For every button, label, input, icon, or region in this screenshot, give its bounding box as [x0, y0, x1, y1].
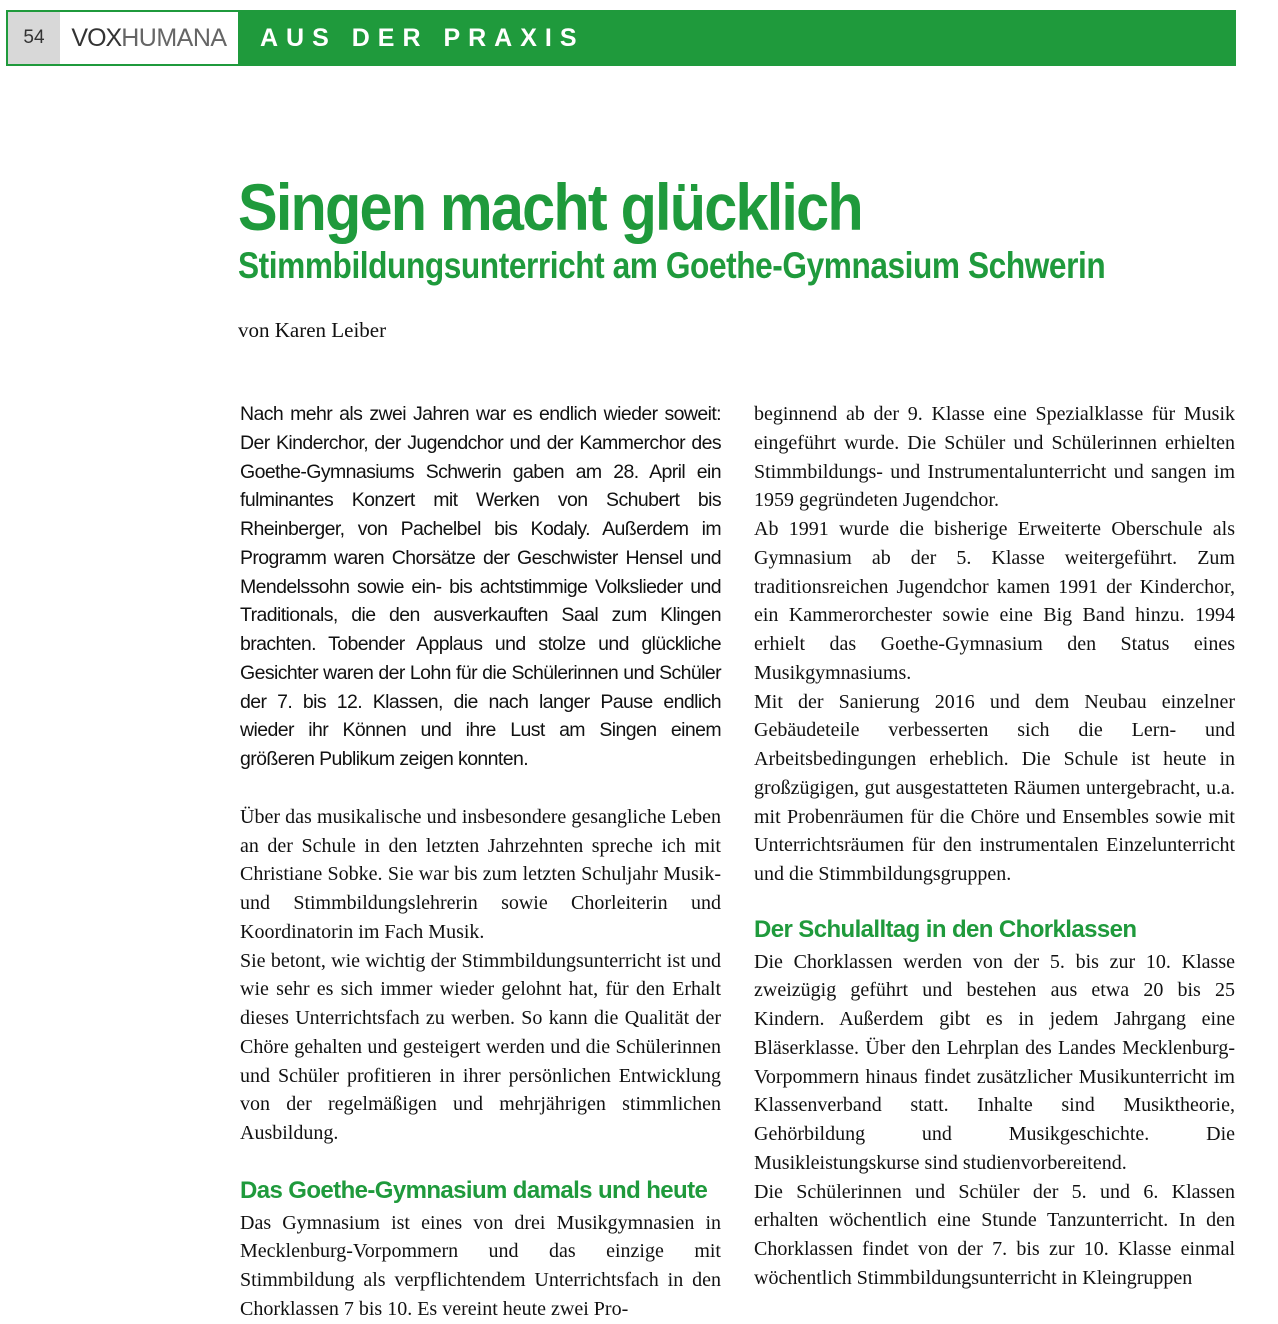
right-column — [754, 400, 1235, 1293]
body-paragraph: Sie betont, wie wichtig der Stimmbildungsunterricht ist und wie sehr es sich immer wieder gelohnt hat, für den Erhalt dieses Unterrichtsfach zu werben. So kann die Qualität der Chöre gehalten und gesteigert werden und die Schülerinnen und Schüler profitieren in ihrer persönlichen Entwicklung von der regelmäßigen und mehrjährigen stimmlichen Ausbildung. — [240, 949, 721, 1144]
section-label: AUS DER PRAXIS — [260, 24, 585, 52]
left-column — [240, 400, 721, 1324]
logo-humana: HUMANA — [121, 24, 227, 52]
lead-paragraph: Nach mehr als zwei Jahren war es endlich wieder soweit: Der Kinderchor, der Jugendchor und der Kammerchor des Goethe-Gymnasiums Schwerin gaben am 28. April ein fulminantes Konzert mit Werken von Schubert bis Rheinberger, von Pachelbel bis Kodaly. Außerdem im Programm waren Chorsätze der Geschwister Hensel und Mendelssohn sowie ein- bis achtstimmige Volkslieder und Traditionals, die den ausverkauften Saal zum Klingen brachten. Tobender Applaus und stolze und glückliche Gesichter waren der Lohn für die Schülerinnen und Schüler der 7. bis 12. Klassen, die nach langer Pause endlich wieder ihr Können und ihre Lust am Singen einem größeren Publikum zeigen konnten. — [240, 403, 721, 770]
magazine-logo — [60, 12, 238, 64]
body-paragraph: Ab 1991 wurde die bisherige Erweiterte Oberschule als Gymnasium ab der 5. Klasse weitergeführt. Zum traditionsreichen Jugendchor kamen 1991 der Kinderchor, ein Kammerorchester sowie eine Big Band hinzu. 1994 erhielt das Goethe-Gymnasium den Status eines Musikgymnasiums. — [754, 518, 1235, 684]
body-paragraph: Das Gymnasium ist eines von drei Musikgymnasien in Mecklenburg-Vorpommern und das einzige mit Stimmbildung als verpflichtendem Unterrichtsfach in den Chorklassen 7 bis 10. Es vereint heute zwei Pro- — [240, 1211, 721, 1320]
section-heading-history: Das Goethe-Gymnasium damals und heute — [240, 1176, 708, 1204]
body-paragraph: Über das musikalische und insbesondere gesangliche Leben an der Schule in den letzten Jahrzehnten spreche ich mit Christiane Sobke. Sie war bis zum letzten Schuljahr Musik- und Stimmbildungslehrerin sowie Chorleiterin und Koordinatorin im Fach Musik. — [240, 805, 721, 943]
logo-vox: VOX — [71, 24, 122, 52]
paragraph-gap — [240, 774, 721, 803]
article-subtitle: Stimmbildungsunterricht am Goethe-Gymnasium Schwerin — [238, 245, 1106, 286]
body-paragraph: Mit der Sanierung 2016 und dem Neubau einzelner Gebäudeteile verbesserten sich die Lern- und Arbeitsbedingungen erheblich. Die Schule ist heute in großzügigen, gut ausgestatteten Räumen untergebracht, u.a. mit Probenräumen für die Chöre und Ensembles sowie mit Unterrichtsräumen für den instrumentalen Einzelunterricht und die Stimmbildungsgruppen. — [754, 690, 1235, 885]
page-number: 54 — [6, 10, 60, 66]
body-paragraph: beginnend ab der 9. Klasse eine Spezialklasse für Musik eingeführt wurde. Die Schüler und Schülerinnen erhielten Stimmbildungs- und Instrumentalunterricht und sangen im 1959 gegründeten Jugendchor. — [754, 403, 1235, 512]
body-paragraph: Die Chorklassen werden von der 5. bis zur 10. Klasse zweizügig geführt und bestehen aus etwa 20 bis 25 Kindern. Außerdem gibt es in jedem Jahrgang eine Bläserklasse. Über den Lehrplan des Landes Mecklenburg-Vorpommern hinaus findet zusätzlicher Musikunterricht im Klassenverband statt. Inhalte sind Musiktheorie, Gehörbildung und Musikgeschichte. Die Musikleistungskurse sind studienvorbereitend. — [754, 950, 1235, 1174]
article-author: von Karen Leiber — [238, 318, 387, 342]
body-paragraph: Die Schülerinnen und Schüler der 5. und 6. Klassen erhalten wöchentlich eine Stunde Tanzunterricht. In den Chorklassen findet von der 7. bis zur 10. Klasse einmal wöchentlich Stimmbildungsunterricht in Kleingruppen — [754, 1180, 1235, 1289]
article-title: Singen macht glücklich — [238, 170, 862, 244]
section-heading-school-day: Der Schulalltag in den Chorklassen — [754, 915, 1137, 943]
